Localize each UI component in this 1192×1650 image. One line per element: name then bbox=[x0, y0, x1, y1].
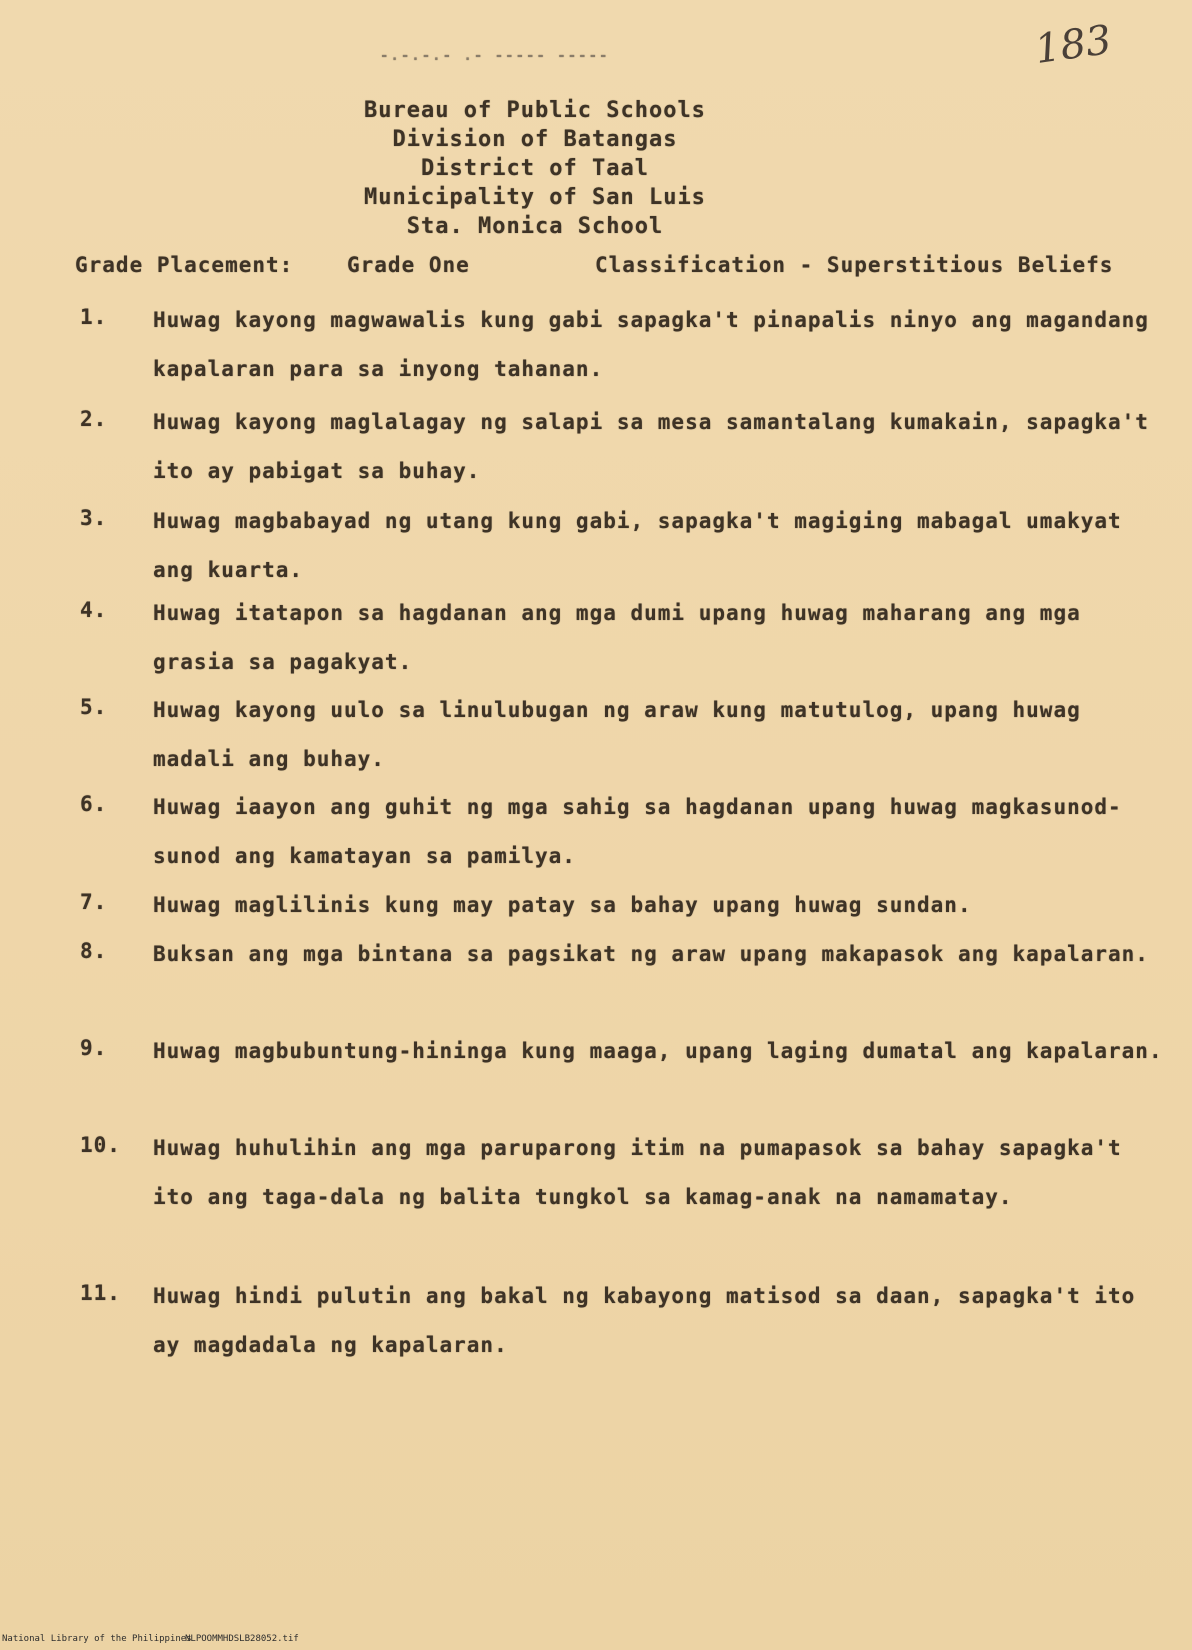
item-text: Huwag huhulihin ang mga paruparong itim na pumapasok sa bahay sapagka't ito ang taga-dala ng balita tungkol sa kamag-anak na namamatay. bbox=[153, 1136, 1122, 1209]
grade-placement-label: Grade Placement: bbox=[75, 253, 294, 277]
item-number: 2. bbox=[80, 407, 108, 431]
page-number: 183 bbox=[1032, 16, 1115, 74]
item-text: Buksan ang mga bintana sa pagsikat ng araw upang makapasok ang kapalaran. bbox=[153, 942, 1149, 966]
item-number: 9. bbox=[80, 1036, 108, 1060]
header-bureau: Bureau of Public Schools bbox=[364, 98, 706, 123]
item-number: 5. bbox=[80, 695, 108, 719]
item-text: Huwag maglilinis kung may patay sa bahay upang huwag sundan. bbox=[153, 893, 972, 917]
item-number: 3. bbox=[80, 506, 108, 530]
item-number: 7. bbox=[80, 890, 108, 914]
item-text: Huwag magbabayad ng utang kung gabi, sapagka't magiging mabagal umakyat ang kuarta. bbox=[153, 509, 1122, 582]
header-district: District of Taal bbox=[421, 156, 649, 181]
item-number: 10. bbox=[80, 1133, 121, 1157]
item-number: 8. bbox=[80, 939, 108, 963]
item-text: Huwag magbubuntung-hininga kung maaga, upang laging dumatal ang kapalaran. bbox=[153, 1039, 1163, 1063]
item-number: 6. bbox=[80, 792, 108, 816]
classification: Classification - Superstitious Beliefs bbox=[595, 253, 1114, 277]
item-text: Huwag itatapon sa hagdanan ang mga dumi upang huwag maharang ang mga grasia sa pagakyat. bbox=[153, 601, 1081, 674]
item-number: 4. bbox=[80, 598, 108, 622]
footer-source: National Library of the Philippines bbox=[2, 1634, 192, 1644]
grade-placement-value: Grade One bbox=[347, 253, 470, 277]
header-school: Sta. Monica School bbox=[406, 214, 664, 239]
item-number: 1. bbox=[80, 305, 108, 329]
item-number: 11. bbox=[80, 1281, 121, 1305]
item-text: Huwag kayong uulo sa linulubugan ng araw kung matutulog, upang huwag madali ang buhay. bbox=[153, 698, 1081, 771]
item-text: Huwag kayong maglalagay ng salapi sa mesa samantalang kumakain, sapagka't ito ay pabigat sa buhay. bbox=[153, 410, 1149, 483]
footer-file: NLPOOMMHDSLB28052.tif bbox=[185, 1634, 299, 1644]
header-dashes: -.-.-.- .- ----- ----- bbox=[380, 48, 610, 64]
item-text: Huwag iaayon ang guhit ng mga sahig sa hagdanan upang huwag magkasunod-sunod ang kamatayan sa pamilya. bbox=[153, 795, 1122, 868]
header-municipality: Municipality of San Luis bbox=[364, 185, 706, 210]
document-header bbox=[260, 96, 810, 241]
item-text: Huwag kayong magwawalis kung gabi sapagka't pinapalis ninyo ang magandang kapalaran para sa inyong tahanan. bbox=[153, 308, 1149, 381]
item-text: Huwag hindi pulutin ang bakal ng kabayong matisod sa daan, sapagka't ito ay magdadala ng kapalaran. bbox=[153, 1284, 1136, 1357]
header-division: Division of Batangas bbox=[392, 127, 678, 152]
